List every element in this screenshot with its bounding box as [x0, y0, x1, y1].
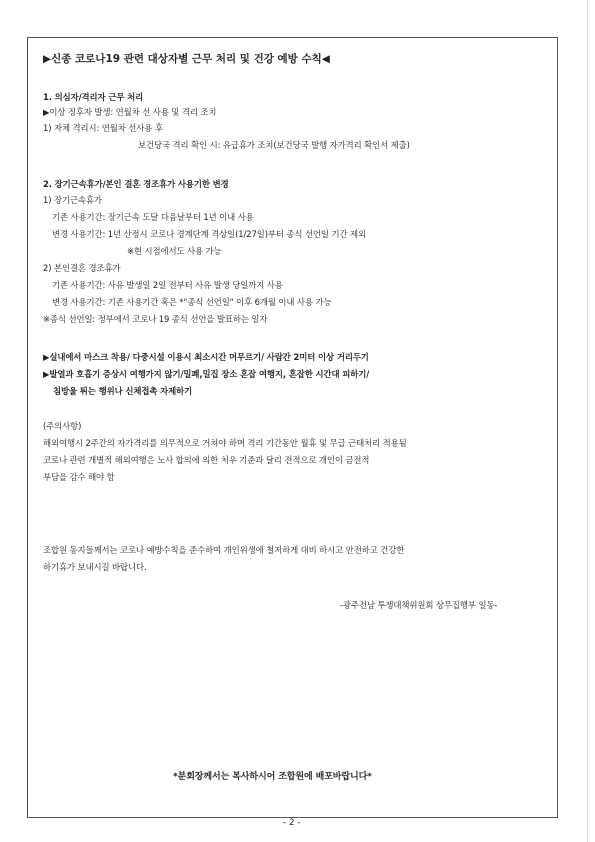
closing-line: 조합원 동지들께서는 코로나 예방수칙을 준수하여 개인위생에 철저하게 대비 하시고 안전하고 건강한: [43, 545, 405, 555]
content-frame: [27, 37, 558, 818]
section1-line: ▶이상 징후자 발생: 연월차 선 사용 및 격리 조치: [43, 107, 217, 117]
caution-line: 부담을 감수 해야 함: [43, 472, 115, 482]
signature: -광주전남 투쟁대책위원회 상무집행부 일동-: [340, 600, 498, 610]
section2-heading: 2. 장기근속휴가/본인 결혼 경조휴가 사용기한 변경: [43, 179, 229, 189]
page-edge-line: [587, 0, 588, 842]
prevention-line: ▶실내에서 마스크 착용/ 다중시설 이용시 최소시간 머무르기/ 사람간 2미터 이상 거리두기: [43, 352, 369, 362]
section1-line: 보건당국 격리 확인 시: 유급휴가 조치(보건당국 발행 자가격리 확인서 제출): [138, 140, 410, 150]
document-title: ▶신종 코로나19 관련 대상자별 근무 처리 및 건강 예방 수칙◀: [43, 53, 330, 65]
prevention-line: ▶발열과 호흡기 증상시 여행가지 않기/밀폐,밀집 장소 혼잡 여행지, 혼잡한 시간대 피하기/: [43, 369, 370, 379]
page-number: - 2 -: [283, 818, 301, 828]
distribution-notice: *분회장께서는 복사하시어 조합원에 배포바랍니다*: [173, 772, 372, 782]
section2-subheading: 1) 장기근속휴가: [43, 195, 102, 205]
section2-note: ※현 시점에서도 사용 가능: [127, 246, 222, 256]
section2-subheading: 2) 본인결혼 경조휴가: [43, 263, 121, 273]
section2-line: 변경 사용기간: 기존 사용기간 혹은 *"종식 선언일" 이후 6개월 이내 사용 가능: [52, 297, 332, 307]
caution-heading: (주의사항): [43, 421, 82, 431]
section1-heading: 1. 의심자/격리자 근무 처리: [43, 92, 144, 102]
section1-line: 1) 자체 격리시: 연월차 선사용 후: [43, 123, 163, 133]
section2-line: 기존 사용기간: 사유 발생일 2일 전부터 사유 발생 당일까지 사용: [52, 280, 283, 290]
prevention-line: 침방울 튀는 행위나 신체접촉 자제하기: [53, 386, 193, 396]
closing-line: 하기휴가 보내시길 바랍니다.: [43, 562, 147, 572]
caution-line: 해외여행시 2주간의 자가격리를 의무적으로 거쳐야 하며 격리 기간동안 월휴 및 무급 근태처리 적용됨: [43, 438, 407, 448]
section2-line: 기존 사용기간: 장기근속 도달 다음날부터 1년 이내 사용: [52, 212, 254, 222]
caution-line: 코로나 관련 개별적 해외여행은 노사 합의에 의한 처우 기준과 달리 전적으로 개인이 금전적: [43, 455, 370, 465]
section2-line: 변경 사용기간: 1년 산정시 코로나 경계단계 격상일(1/27일)부터 종식 선언일 기간 제외: [52, 229, 366, 239]
section2-definition: ※종식 선언일: 정부에서 코로나 19 종식 선언을 발표하는 일자: [43, 314, 268, 324]
